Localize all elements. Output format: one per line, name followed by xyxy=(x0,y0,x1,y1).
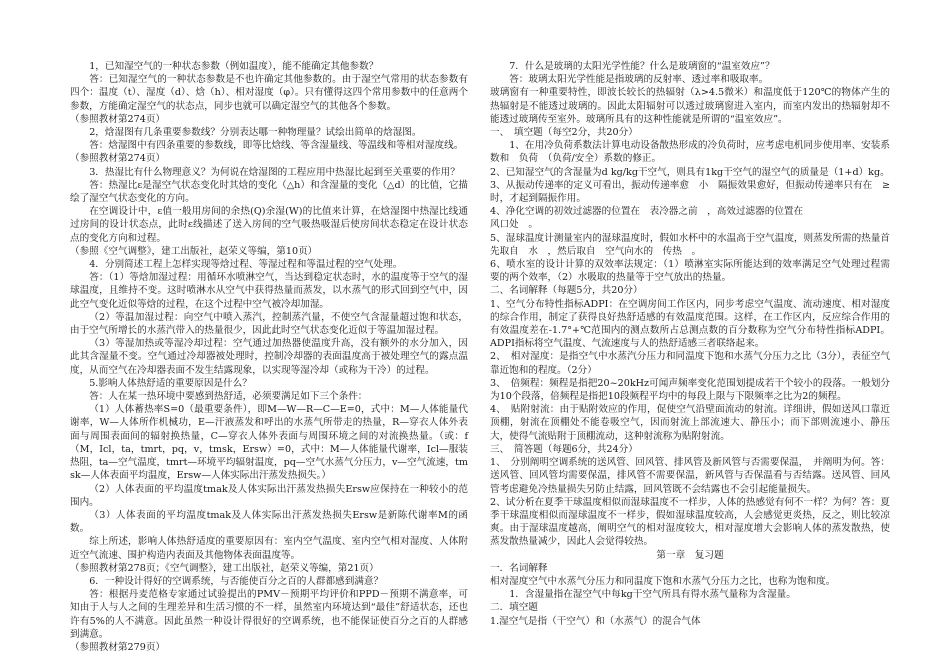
right-paragraph: 第一章 复习题 xyxy=(656,549,724,561)
right-paragraph: 2、试分析在夏季干球温度相似而湿球温度不一样步，人体的热感觉有何不一样？为何？答：夏季干球温度相似而湿球温度不一样步，假如湿球温度较高，人会感觉更炎热，反之，则比较凉爽。由于湿球温度越高，阐明空气的相对湿度较大，相对湿度增大会影响人体的蒸发散热，使蒸发散热量减少，因此人会觉得较热。 xyxy=(490,496,890,548)
right-paragraph: 答：玻璃太阳光学性能是指玻璃的反射率、透过率和吸取率。 xyxy=(509,74,769,86)
right-paragraph: 7．什么是玻璃的太阳光学性能？什么是玻璃窗的“温室效应”？ xyxy=(509,61,775,72)
left-paragraph: （1）人体蓄热率S=0（最重要条件），即M—W—R—C—E=0，式中：M—人体能量代谢率，W—人体所作机械功，E—汗液蒸发和呼出的水蒸气所带走的热量，R—穿衣人体外表面与周围表面间的辐射换热量，C—穿衣人体外表面与周围环境之间的对流换热量。（或：f（M，Icl，ta，tmrt，pq，v，tmsk，Ersw）=0，式中：M—人体能量代谢率，Icl—服装热阻，ta—空气温度，tmrt—环境平均辐射温度，pq—空气水蒸气分压力，v—空气流速，tmsk—人体表面平均温度，Ersw—人体实际出汗蒸发热损失。） xyxy=(70,404,468,482)
right-paragraph: 1、空气分布特性指标ADPI：在空调房间工作区内，同步考虑空气温度、流动速度、相对湿度的综合作用，制定了获得良好热舒适感的有效温度范围。这样，在工作区内，反应综合作用的有效温度差在-1.7°+℃范围内的测点数所占总测点数的百分数称为空气分布特性指标ADPI。ADPI指标将空气温度、气流速度与人的热舒适感三者联络起来。 xyxy=(490,298,890,350)
left-paragraph: 答：已知湿空气的一种状态参数是不也许确定其他参数的。由于湿空气常用的状态参数有四个：温度（t）、湿度（d）、焓（h）、相对湿度（φ）。只有懂得这四个常用参数中的任意两个参数，方能确定湿空气的状态点，同步也就可以确定湿空气的其他各个参数。 xyxy=(70,74,468,112)
right-paragraph: 1．含湿量指在湿空气中每kg干空气所具有得水蒸气量称为含湿量。 xyxy=(509,589,796,601)
right-paragraph: 3、从振动传递率的定义可看出，振动传递率愈 小 隔振效果愈好，但振动传递率只有在 ≥ 时，才起到隔振作用。 xyxy=(490,179,900,205)
right-column xyxy=(490,60,900,628)
left-paragraph: 综上所述，影响人体热舒适度的重要原因有：室内空气温度、室内空气相对湿度、人体附近空气流速、围护构造内表面及其他物体表面温度等。 xyxy=(70,536,468,561)
right-paragraph: 二、名词解释（每题5分，共20分） xyxy=(490,285,643,297)
right-paragraph: 6、喷水室的设计计算的双效率法规定：（1）喷淋室实际所能达到的效率满足空气处理过程需要的两个效率，（2）水吸取的热量等于空气放出的热量。 xyxy=(490,259,890,284)
left-paragraph: 答：人在某一热环境中要感到热舒适，必须要满足如下三个条件： xyxy=(89,391,368,403)
left-paragraph: 答：焓湿图中有四条重要的参数线，即等比焓线、等含湿量线、等温线和等相对湿度线。 xyxy=(89,140,464,152)
right-paragraph: 相对湿度空气中水蒸气分压力和同温度下饱和水蒸气分压力之比，也称为饱和度。 xyxy=(490,575,836,587)
right-paragraph: 2、 相对湿度：是指空气中水蒸汽分压力和同温度下饱和水蒸气分压力之比（3分），表征空气靠近饱和的程度。（2分） xyxy=(490,351,890,376)
right-paragraph: 二．填空题 xyxy=(490,602,538,614)
left-paragraph: 在空调设计中，ε值一般用房间的余热(Q)余湿(W)的比值来计算，在焓湿图中热湿比线通过房间的设计状态点，此时ε线描述了送入房间的空气吸热吸湿后使房间状态稳定在设计状态点的变化方向和过程。 xyxy=(70,206,468,244)
left-paragraph: （参照《空气调整》，建工出版社，赵荣义等编，第10页） xyxy=(70,245,318,257)
left-paragraph: 1，已知湿空气的一种状态参数（例如温度），能不能确定其他参数？ xyxy=(89,61,379,72)
left-paragraph: （3）人体表面的平均温度tmak及人体实际出汗蒸发热损失Ersw是新陈代谢率M的函数。 xyxy=(70,509,468,535)
right-paragraph: 4、 贴附射流：由于贴附效应的作用，促使空气沿壁面流动的射流。详细讲，假如送风口靠近顶棚，射流在顶棚处不能卷吸空气，因而射流上部流速大、静压小；而下部则流速小、静压大，使得气流贴附于顶棚流动，这种射流称为贴附射流。 xyxy=(490,404,890,442)
left-paragraph: 2，焓湿图有几条重要参数线？分别表达哪一种物理量？试绘出简单的焓湿图。 xyxy=(89,127,422,139)
left-paragraph: 答：根据丹麦范格专家通过试验提出的PMV－预期平均评价和PPD－预期不满意率，可知由于人与人之间的生理差异和生活习惯的不一样，虽然室内环境达到“最佳”舒适状态，还也许有5%的人不满意。因此虽然一种设计得很好的空调系统，也不能保证使百分之百的人群感到满意。 xyxy=(70,589,468,640)
right-paragraph: 2、已知湿空气的含湿量为d kg/kg干空气，则具有1kg干空气的湿空气的质量是（1+d）kg。 xyxy=(490,166,890,178)
left-paragraph: 3．热湿比有什么物理意义？为何说在焓湿图的工程应用中热湿比起到至关重要的作用？ xyxy=(89,166,460,178)
left-paragraph: 6．一种设计得好的空调系统，与否能使百分之百的人群都感到满意？ xyxy=(89,575,384,587)
right-paragraph: 三、 简答题（每题6分，共24分） xyxy=(490,443,638,455)
right-paragraph: 5、湿球温度计测量室内的湿球温度时，假如水杯中的水温高于空气温度，则蒸发所需的热量首先取自 水 ，然后取自 空气向水的 传热 。 xyxy=(490,232,890,257)
left-paragraph: 答：（1）等焓加湿过程：用循环水喷淋空气，当达到稳定状态时，水的温度等于空气的湿球温度，且维持不变。这时喷淋水从空气中获得热量而蒸发，以水蒸气的形式回到空气中，因此空气变化近似等焓的过程，在这个过程中空气被冷却加湿。 xyxy=(70,272,468,310)
right-paragraph: 3、 倍频程：频程是指把20~20kHz可闻声频率变化范围划提成若干个较小的段落。一般划分为10个段落，倍频程是指把10段频程平均中的每段上限与下限频率之比为2的频程。 xyxy=(490,377,890,403)
left-paragraph: （3）等湿加热或等湿冷却过程：空气通过加热器使温度升高，没有额外的水分加入，因此其含湿量不变。空气通过冷却器被处理时，控制冷却器的表面温度高于被处理空气的露点温度，从而空气在冷却器表面不发生结露现象，以实现等湿冷却（或称为干冷）的过程。 xyxy=(70,338,468,376)
left-column xyxy=(70,60,468,654)
left-paragraph: （2）人体表面的平均温度tmak及人体实际出汗蒸发热损失Ersw应保持在一种较小的范围内。 xyxy=(70,483,468,508)
left-paragraph: 答：热湿比ε是湿空气状态变化时其焓的变化（△h）和含湿量的变化（△d）的比值，它描绘了湿空气状态变化的方向。 xyxy=(70,179,468,205)
left-paragraph: （参照教材第274页） xyxy=(70,153,166,165)
right-paragraph: 1、 分别阐明空调系统的送风管、回风管、排风管及新风管与否需要保温， 并阐明为何。答：送风管、回风管均需要保温，排风管不需要保温，新风管与否保温看与否结露。送风管、回风管考虑避免冷热量损失另防止结露，回风管既不会结露也不会引起能量损失。 xyxy=(490,457,890,495)
left-paragraph: 5.影响人体热舒适的重要原因是什么？ xyxy=(89,377,252,389)
left-paragraph: 4．分别简述工程上怎样实现等焓过程、等湿过程和等温过程的空气处理。 xyxy=(89,259,403,271)
left-paragraph: （参照教材第279页） xyxy=(70,641,166,653)
right-paragraph: 一．名词解释 xyxy=(490,562,548,574)
right-paragraph: 4、净化空调的初效过滤器的位置在 表冷器之前 ，高效过滤器的位置在 xyxy=(490,206,804,218)
right-paragraph: 玻璃窗有一种重要特性，即波长较长的热辐射（λ>4.5微米）和温度低于120℃的物体产生的热辐射是不能透过玻璃的。因此太阳辐射可以透过玻璃窗进入室内，而室内发出的热辐射却不能透过玻璃传至室外。玻璃所具有的这种性能就是所谓的“温室效应”。 xyxy=(490,87,890,125)
left-paragraph: （参照教材第274页） xyxy=(70,113,166,125)
right-paragraph: 1、在用冷负荷系数法计算电动设备散热形成的冷负荷时，应考虑电机同步使用率、安装系数和 负荷 （负荷/安全）系数的修正。 xyxy=(490,140,890,165)
right-paragraph: 1.湿空气是指（干空气）和（水蒸气）的混合气体 xyxy=(490,615,701,627)
left-paragraph: （参照教材第278页；《空气调整》，建工出版社，赵荣义等编，第21页） xyxy=(70,562,379,574)
left-paragraph: （2）等温加湿过程：向空气中喷入蒸汽，控制蒸汽量，不使空气含湿量超过饱和状态，由于空气所增长的水蒸汽带入的热量很少，因此此时空气状态变化近似于等温加湿过程。 xyxy=(70,311,468,337)
right-paragraph: 风口处 。 xyxy=(490,219,538,231)
right-paragraph: 一、 填空题（每空2分，共20分） xyxy=(490,127,638,139)
